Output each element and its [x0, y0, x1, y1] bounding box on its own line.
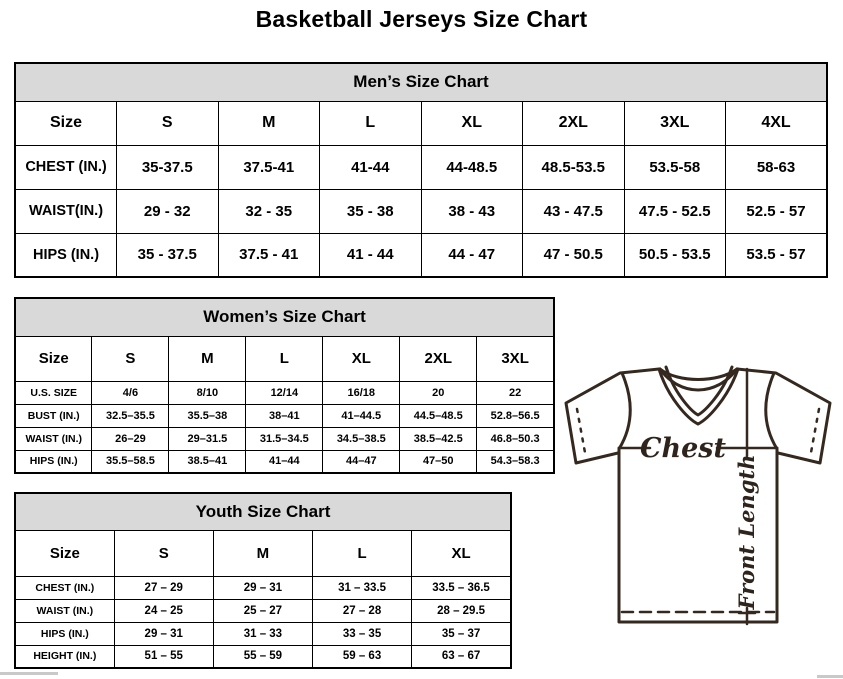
size-value: 27 – 28: [312, 599, 411, 622]
table-title: Men’s Size Chart: [15, 63, 827, 101]
size-value: 38–41: [246, 404, 323, 427]
size-value: 29–31.5: [169, 427, 246, 450]
column-header: M: [213, 530, 312, 576]
table-row: [15, 576, 511, 599]
size-value: 35.5–58.5: [92, 450, 169, 473]
row-label: HIPS (IN.): [15, 450, 92, 473]
table-title: Youth Size Chart: [15, 493, 511, 530]
column-header: Size: [15, 101, 117, 145]
column-header: S: [114, 530, 213, 576]
size-value: 12/14: [246, 381, 323, 404]
size-value: 38 - 43: [421, 189, 523, 233]
size-value: 53.5 - 57: [726, 233, 828, 277]
size-value: 33 – 35: [312, 622, 411, 645]
size-value: 58-63: [726, 145, 828, 189]
youth-size-chart-table: [14, 492, 512, 669]
column-header: XL: [412, 530, 511, 576]
column-header: S: [92, 336, 169, 381]
size-value: 20: [400, 381, 477, 404]
size-value: 31 – 33.5: [312, 576, 411, 599]
row-label: HEIGHT (IN.): [15, 645, 114, 668]
size-value: 54.3–58.3: [477, 450, 554, 473]
column-header: XL: [323, 336, 400, 381]
table-title: Women’s Size Chart: [15, 298, 554, 336]
size-value: 35 – 37: [412, 622, 511, 645]
size-value: 28 – 29.5: [412, 599, 511, 622]
scrollbar-fragment-right: [817, 675, 843, 678]
table-row: [15, 450, 554, 473]
size-value: 37.5-41: [218, 145, 320, 189]
size-value: 37.5 - 41: [218, 233, 320, 277]
size-value: 31 – 33: [213, 622, 312, 645]
row-label: HIPS (IN.): [15, 622, 114, 645]
size-value: 4/6: [92, 381, 169, 404]
size-value: 29 – 31: [213, 576, 312, 599]
table-row: [15, 145, 827, 189]
column-header: S: [117, 101, 219, 145]
column-header: Size: [15, 336, 92, 381]
size-value: 32.5–35.5: [92, 404, 169, 427]
table-row: [15, 189, 827, 233]
table-row: [15, 645, 511, 668]
column-header: XL: [421, 101, 523, 145]
size-value: 41–44: [246, 450, 323, 473]
page-title: Basketball Jerseys Size Chart: [255, 6, 588, 32]
front-length-label: Front Length: [734, 454, 759, 610]
table-title-row: [15, 493, 511, 530]
column-header: 3XL: [624, 101, 726, 145]
size-value: 41 - 44: [320, 233, 422, 277]
size-value: 29 – 31: [114, 622, 213, 645]
size-value: 46.8–50.3: [477, 427, 554, 450]
size-value: 41-44: [320, 145, 422, 189]
column-header: M: [169, 336, 246, 381]
size-value: 25 – 27: [213, 599, 312, 622]
column-header: 2XL: [523, 101, 625, 145]
size-value: 31.5–34.5: [246, 427, 323, 450]
size-value: 35 - 38: [320, 189, 422, 233]
size-value: 48.5-53.5: [523, 145, 625, 189]
size-value: 51 – 55: [114, 645, 213, 668]
size-value: 47.5 - 52.5: [624, 189, 726, 233]
size-value: 55 – 59: [213, 645, 312, 668]
size-value: 38.5–42.5: [400, 427, 477, 450]
size-value: 24 – 25: [114, 599, 213, 622]
size-value: 41–44.5: [323, 404, 400, 427]
column-header: L: [320, 101, 422, 145]
size-value: 47 - 50.5: [523, 233, 625, 277]
table-row: [15, 404, 554, 427]
size-value: 26–29: [92, 427, 169, 450]
size-value: 35 - 37.5: [117, 233, 219, 277]
size-value: 63 – 67: [412, 645, 511, 668]
column-header: 4XL: [726, 101, 828, 145]
size-value: 35-37.5: [117, 145, 219, 189]
column-header-row: [15, 101, 827, 145]
column-header: Size: [15, 530, 114, 576]
column-header-row: [15, 530, 511, 576]
size-value: 44-48.5: [421, 145, 523, 189]
mens-size-chart-table: [14, 62, 828, 278]
row-label: U.S. SIZE: [15, 381, 92, 404]
jersey-right-armhole-seam: [766, 373, 777, 449]
column-header: 2XL: [400, 336, 477, 381]
jersey-left-armhole-seam: [619, 373, 630, 449]
size-value: 50.5 - 53.5: [624, 233, 726, 277]
row-label: WAIST (IN.): [15, 599, 114, 622]
column-header: L: [246, 336, 323, 381]
size-value: 38.5–41: [169, 450, 246, 473]
column-header: M: [218, 101, 320, 145]
row-label: HIPS (IN.): [15, 233, 117, 277]
row-label: CHEST (IN.): [15, 576, 114, 599]
size-value: 47–50: [400, 450, 477, 473]
size-value: 53.5-58: [624, 145, 726, 189]
row-label: WAIST(IN.): [15, 189, 117, 233]
table-title-row: [15, 63, 827, 101]
jersey-measurement-diagram: [556, 356, 840, 632]
womens-size-chart-table: [14, 297, 555, 474]
column-header: L: [312, 530, 411, 576]
size-value: 29 - 32: [117, 189, 219, 233]
size-value: 59 – 63: [312, 645, 411, 668]
size-value: 44–47: [323, 450, 400, 473]
table-title-row: [15, 298, 554, 336]
size-value: 44 - 47: [421, 233, 523, 277]
left-cuff-dashed-line: [577, 409, 586, 458]
right-cuff-dashed-line: [810, 409, 819, 458]
size-value: 22: [477, 381, 554, 404]
size-value: 52.8–56.5: [477, 404, 554, 427]
size-value: 32 - 35: [218, 189, 320, 233]
row-label: BUST (IN.): [15, 404, 92, 427]
size-value: 16/18: [323, 381, 400, 404]
size-value: 27 – 29: [114, 576, 213, 599]
row-label: CHEST (IN.): [15, 145, 117, 189]
size-value: 8/10: [169, 381, 246, 404]
table-row: [15, 381, 554, 404]
size-value: 34.5–38.5: [323, 427, 400, 450]
column-header: 3XL: [477, 336, 554, 381]
table-row: [15, 233, 827, 277]
table-row: [15, 599, 511, 622]
table-row: [15, 427, 554, 450]
size-value: 44.5–48.5: [400, 404, 477, 427]
size-value: 52.5 - 57: [726, 189, 828, 233]
scrollbar-fragment-left: [0, 672, 58, 675]
jersey-illustration: [556, 356, 840, 632]
size-value: 43 - 47.5: [523, 189, 625, 233]
size-value: 33.5 – 36.5: [412, 576, 511, 599]
size-value: 35.5–38: [169, 404, 246, 427]
chest-label: Chest: [640, 433, 726, 464]
row-label: WAIST (IN.): [15, 427, 92, 450]
column-header-row: [15, 336, 554, 381]
table-row: [15, 622, 511, 645]
